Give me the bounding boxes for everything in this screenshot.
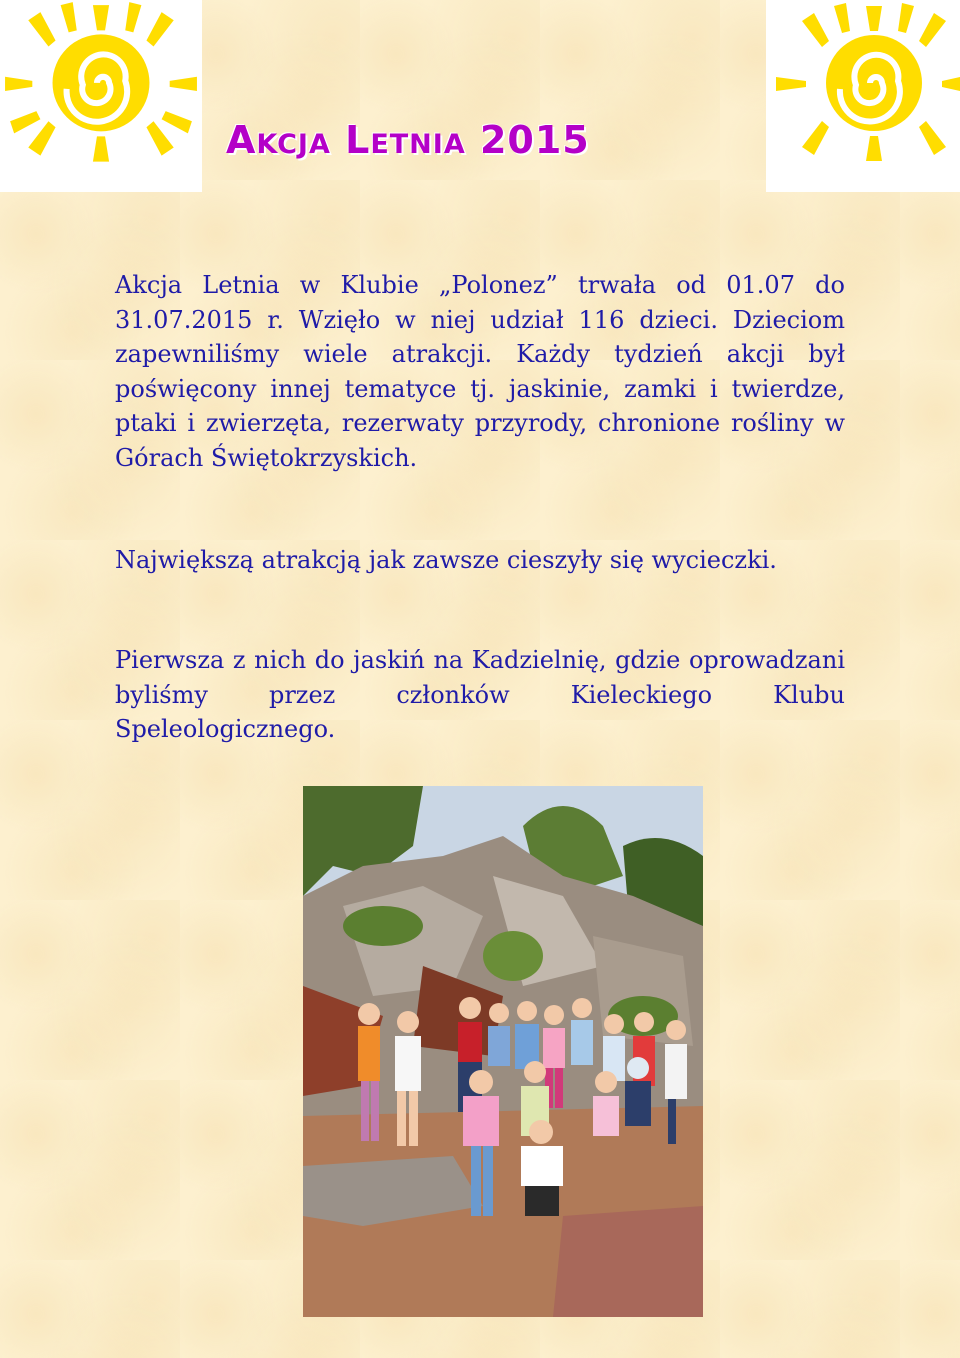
sun-right-icon bbox=[766, 0, 960, 192]
intro-paragraph: Akcja Letnia w Klubie „Polonez” trwała od 01.07 do 31.07.2015 r. Wzięło w niej udział 116 dzieci. Dzieciom zapewniliśmy wiele atrakcji. Każdy tydzień akcji był poświęcony innej tematyce tj. jaskinie, zamki i twierdze, ptaki i zwierzęta, rezerwaty przyrody, chronione rośliny w Górach Świętokrzyskich. bbox=[115, 271, 845, 472]
trip-paragraph: Pierwsza z nich do jaskiń na Kadzielnię, gdzie oprowadzani byliśmy przez członków Kieleckiego Klubu Speleologicznego. bbox=[115, 646, 845, 743]
sun-left-icon bbox=[0, 0, 202, 192]
attractions-paragraph: Największą atrakcją jak zawsze cieszyły się wycieczki. bbox=[115, 546, 777, 574]
page-title: Akcja Letnia 2015 bbox=[226, 118, 590, 162]
group-photo bbox=[303, 786, 703, 1317]
